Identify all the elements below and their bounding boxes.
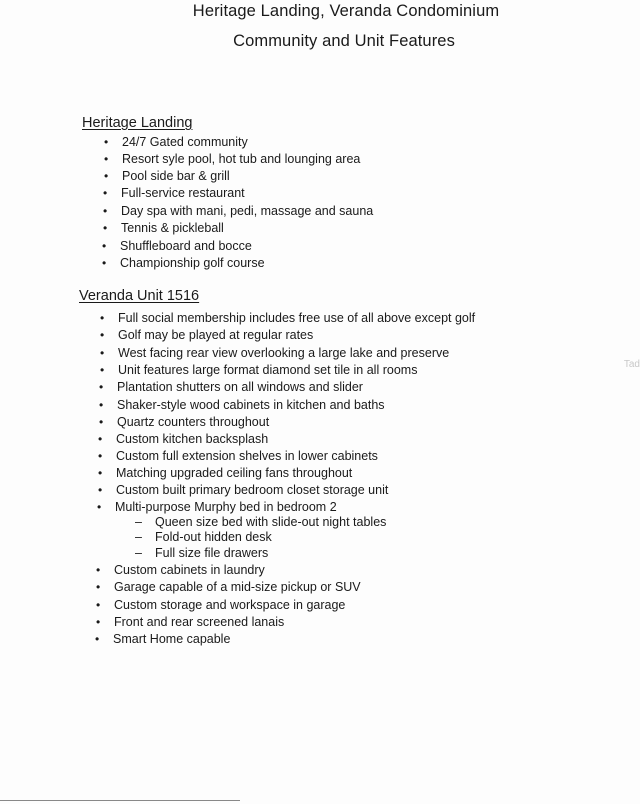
list-item: • Smart Home capable — [95, 632, 231, 646]
list-item: • Custom storage and workspace in garage — [96, 598, 346, 612]
bullet-icon: • — [104, 135, 109, 149]
bullet-icon: • — [98, 449, 103, 463]
edge-text-fragment: Tad — [623, 359, 640, 370]
list-item: • Unit features large format diamond set tile in all rooms — [100, 363, 418, 377]
list-item: • Championship golf course — [102, 256, 265, 270]
list-item: • Plantation shutters on all windows and slider — [99, 380, 363, 394]
list-item: • Shaker-style wood cabinets in kitchen and baths — [99, 398, 385, 412]
bullet-icon: • — [100, 328, 105, 342]
document-title: Heritage Landing, Veranda Condominium — [192, 2, 500, 20]
bullet-icon: • — [104, 152, 109, 166]
bullet-icon: • — [99, 415, 104, 429]
dash-icon: – — [135, 530, 142, 544]
bullet-icon: • — [100, 346, 105, 360]
sub-list-item: – Fold-out hidden desk — [135, 530, 272, 544]
bullet-icon: • — [102, 256, 107, 270]
bullet-icon: • — [103, 186, 108, 200]
list-item: • Custom kitchen backsplash — [98, 432, 269, 446]
bullet-icon: • — [96, 598, 101, 612]
bullet-icon: • — [96, 563, 101, 577]
bullet-icon: • — [98, 483, 103, 497]
list-item: • West facing rear view overlooking a large lake and preserve — [100, 346, 450, 360]
bullet-icon: • — [100, 311, 105, 325]
heritage-heading: Heritage Landing — [82, 115, 193, 131]
list-item: • Matching upgraded ceiling fans throughout — [98, 466, 353, 480]
list-item: • Pool side bar & grill — [104, 169, 230, 183]
bullet-icon: • — [103, 221, 108, 235]
list-item: • Full-service restaurant — [103, 186, 245, 200]
list-item: • Tennis & pickleball — [103, 221, 224, 235]
list-item: • Custom built primary bedroom closet storage unit — [98, 483, 389, 497]
sub-list-item: – Full size file drawers — [135, 546, 269, 560]
list-item: • Golf may be played at regular rates — [100, 328, 314, 342]
list-item: • Custom full extension shelves in lower cabinets — [98, 449, 378, 463]
list-item: • 24/7 Gated community — [104, 135, 248, 149]
bullet-icon: • — [98, 432, 103, 446]
list-item: • Front and rear screened lanais — [96, 615, 285, 629]
veranda-heading: Veranda Unit 1516 — [79, 288, 200, 304]
bullet-icon: • — [97, 500, 102, 514]
dash-icon: – — [135, 515, 142, 529]
bottom-divider — [0, 800, 240, 801]
bullet-icon: • — [104, 169, 109, 183]
bullet-icon: • — [96, 580, 101, 594]
bullet-icon: • — [98, 466, 103, 480]
bullet-icon: • — [99, 380, 104, 394]
bullet-icon: • — [103, 204, 108, 218]
bullet-icon: • — [100, 363, 105, 377]
list-item: • Resort syle pool, hot tub and lounging area — [104, 152, 361, 166]
dash-icon: – — [135, 546, 142, 560]
list-item: • Custom cabinets in laundry — [96, 563, 265, 577]
list-item: • Garage capable of a mid-size pickup or SUV — [96, 580, 361, 594]
list-item: • Full social membership includes free use of all above except golf — [100, 311, 476, 325]
bullet-icon: • — [99, 398, 104, 412]
sub-list-item: – Queen size bed with slide-out night tables — [135, 515, 387, 529]
document-subtitle: Community and Unit Features — [233, 32, 455, 50]
list-item: • Quartz counters throughout — [99, 415, 270, 429]
bullet-icon: • — [95, 632, 100, 646]
list-item: • Multi-purpose Murphy bed in bedroom 2 — [97, 500, 337, 514]
bullet-icon: • — [102, 239, 107, 253]
list-item: • Shuffleboard and bocce — [102, 239, 252, 253]
list-item: • Day spa with mani, pedi, massage and sauna — [103, 204, 374, 218]
bullet-icon: • — [96, 615, 101, 629]
